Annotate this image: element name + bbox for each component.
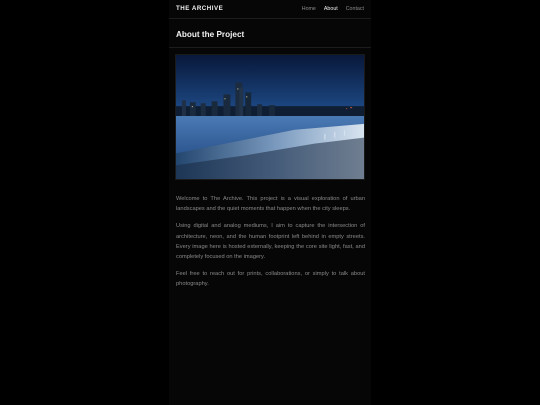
- contact-paragraph: Feel free to reach out for prints, collaborations, or simply to talk about photography.: [176, 271, 365, 288]
- main-nav: [302, 6, 364, 12]
- page-title-bar: [169, 18, 371, 48]
- page-title: About the Project: [176, 30, 245, 39]
- nav-item-contact[interactable]: Contact: [345, 5, 364, 12]
- skyline-photo-graphic: [176, 55, 364, 179]
- mediums-paragraph: Using digital and analog mediums, I aim to capture the intersection of architecture, neon, and the human footprint left behind in empty streets. Every image here is hosted externally, keeping the core site light, fast, and completely focused on the imagery.: [176, 223, 365, 261]
- nav-item-about[interactable]: About: [323, 5, 338, 12]
- about-content: [176, 194, 365, 297]
- site-title[interactable]: THE ARCHIVE: [176, 5, 224, 12]
- intro-paragraph: Welcome to The Archive. This project is a visual exploration of urban landscapes and the quiet moments that happen when the city sleeps.: [176, 196, 365, 213]
- site-header: [169, 0, 371, 19]
- nav-item-home[interactable]: Home: [301, 5, 316, 12]
- skyline-photo: [175, 54, 365, 180]
